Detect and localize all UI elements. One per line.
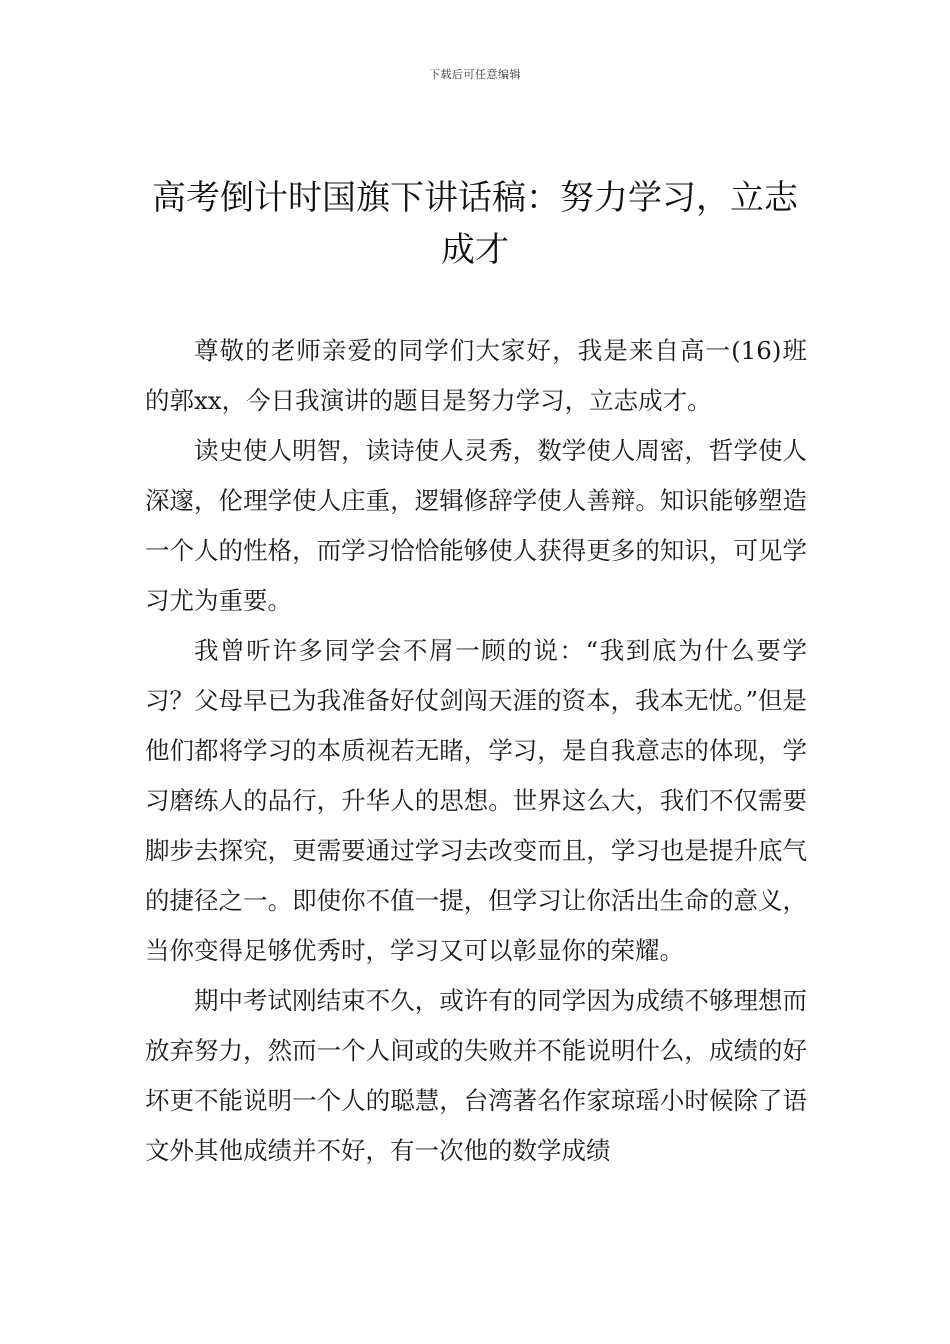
paragraph-3: 我曾听许多同学会不屑一顾的说：“我到底为什么要学习？父母早已为我准备好仗剑闯天涯的资本，我本无忧。”但是他们都将学习的本质视若无睹，学习，是自我意志的体现，学习磨练人的品行，升华人的思想。世界这么大，我们不仅需要脚步去探究，更需要通过学习去改变而且，学习也是提升底气的捷径之一。即使你不值一提，但学习让你活出生命的意义，当你变得足够优秀时，学习又可以彰显你的荣耀。 bbox=[145, 636, 807, 965]
document-title: 高考倒计时国旗下讲话稿：努力学习，立志成才 bbox=[152, 178, 798, 270]
document-body bbox=[145, 326, 807, 1176]
paragraph-1: 尊敬的老师亲爱的同学们大家好，我是来自高一(16)班的郭xx，今日我演讲的题目是努力学习，立志成才。 bbox=[145, 336, 807, 415]
paragraph-2: 读史使人明智，读诗使人灵秀，数学使人周密，哲学使人深邃，伦理学使人庄重，逻辑修辞学使人善辩。知识能够塑造一个人的性格，而学习恰恰能够使人获得更多的知识，可见学习尤为重要。 bbox=[145, 436, 807, 615]
header-note: 下载后可任意编辑 bbox=[429, 68, 521, 81]
paragraph-4: 期中考试刚结束不久，或许有的同学因为成绩不够理想而放弃努力，然而一个人间或的失败并不能说明什么，成绩的好坏更不能说明一个人的聪慧，台湾著名作家琼瑶小时候除了语文外其他成绩并不好，有一次他的数学成绩 bbox=[145, 986, 807, 1165]
